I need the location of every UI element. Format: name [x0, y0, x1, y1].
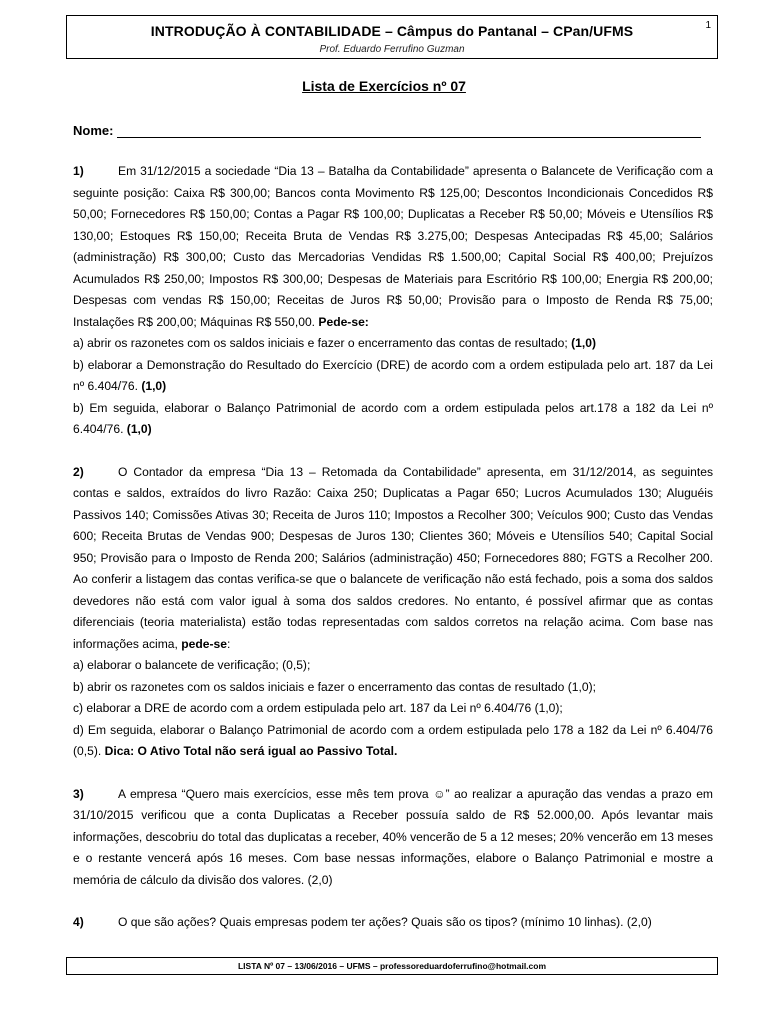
professor-name: Prof. Eduardo Ferrufino Guzman — [319, 44, 465, 55]
header-box — [66, 15, 718, 59]
name-blank-line — [117, 125, 701, 138]
name-label: Nome: — [73, 123, 114, 138]
question-1-item-b: b) elaborar a Demonstração do Resultado do Exercício (DRE) de acordo com a ordem estipulada pelo art. 187 da Lei nº 6.404/76. (1,0) — [73, 357, 713, 393]
question-2-item-a: a) elaborar o balancete de verificação; (0,5); — [73, 658, 311, 672]
name-field — [73, 123, 701, 138]
question-3-number: 3) — [73, 786, 84, 801]
page-number: 1 — [705, 20, 711, 31]
question-1-item-c: b) Em seguida, elaborar o Balanço Patrimonial de acordo com a ordem estipulada pelos art.178 a 182 da Lei nº 6.404/76. (1,0) — [73, 400, 713, 436]
question-1-number: 1) — [73, 164, 84, 178]
question-4: 4) O que são ações? Quais empresas podem ter ações? Quais são os tipos? (mínimo 10 linhas). (2,0) — [73, 912, 713, 934]
course-title: INTRODUÇÃO À CONTABILIDADE – Câmpus do Pantanal – CPan/UFMS — [150, 23, 634, 39]
question-2-number: 2) — [73, 464, 84, 479]
exercise-content — [73, 161, 713, 934]
question-2: 2) O Contador da empresa “Dia 13 – Retomada da Contabilidade” apresenta, em 31/12/2014, as seguintes contas e saldos, extraídos do livro Razão: Caixa 250; Duplicatas a Pagar 650; Lucros Acumulados 130; Aluguéis Passivos 140; Comissões Ativas 30; Receita de Juros 110; Impostos a Recolher 300; Veículos 900; Custo das Vendas 600; Receita Brutas de Vendas 900; Despesas de Juros 130; Clientes 360; Móveis e Utensílios 540; Capital Social 950; Provisão para o Imposto de Renda 200; Salários (administração) 450; Fornecedores 880; FGTS a Recolher 200. Ao conferir a listagem das contas verifica-se que o balancete de verificação não está fechado, pois a soma dos saldos devedores não está com valor igual à soma dos saldos credores. No entanto, é possível afirmar que as contas diferenciais (teoria materialista) estão todas representadas com saldos corretos na relação acima. Com base nas informações acima, pede-se: — [73, 462, 713, 656]
footer: LISTA Nº 07 – 13/06/2016 – UFMS – professoreduardoferrufino@hotmail.com — [66, 957, 718, 975]
question-1: 1) Em 31/12/2015 a sociedade “Dia 13 – Batalha da Contabilidade” apresenta o Balancete de Verificação com a seguinte posição: Caixa R$ 300,00; Bancos conta Movimento R$ 125,00; Descontos Incondicionais Concedidos R$ 50,00; Fornecedores R$ 150,00; Contas a Pagar R$ 100,00; Duplicatas a Receber R$ 50,00; Móveis e Utensílios R$ 130,00; Estoques R$ 150,00; Receita Bruta de Vendas R$ 3.275,00; Despesas Antecipadas R$ 45,00; Salários (administração) R$ 300,00; Custo das Mercadorias Vendidas R$ 1.500,00; Capital Social R$ 400,00; Prejuízos Acumulados R$ 250,00; Impostos R$ 300,00; Despesas de Materiais para Escritório R$ 100,00; Energia R$ 200,00; Despesas com vendas R$ 150,00; Receitas de Juros R$ 50,00; Provisão para o Imposto de Renda R$ 75,00; Instalações R$ 200,00; Máquinas R$ 550,00. Pede-se: — [73, 161, 713, 333]
question-2-item-d: d) Em seguida, elaborar o Balanço Patrimonial de acordo com a ordem estipulada pelo 178 a 182 da Lei nº 6.404/76 (0,5). Dica: O Ativo Total não será igual ao Passivo Total. — [73, 722, 713, 758]
question-1-item-a: a) abrir os razonetes com os saldos iniciais e fazer o encerramento das contas de resultado; (1,0) — [73, 336, 596, 350]
question-4-number: 4) — [73, 915, 84, 929]
question-3: 3) A empresa “Quero mais exercícios, esse mês tem prova ☺” ao realizar a apuração das vendas a prazo em 31/10/2015 verificou que a conta Duplicatas a Receber possuía saldo de R$ 52.000,00. Após levantar mais informações, descobriu do total das duplicatas a receber, 40% vencerão de 5 a 12 meses; 20% vencerão em 13 meses e o restante vencerá após 16 meses. Com base nessas informações, elabore o Balanço Patrimonial e mostre a memória de cálculo da divisão dos valores. (2,0) — [73, 784, 713, 892]
question-2-item-c: c) elaborar a DRE de acordo com a ordem estipulada pelo art. 187 da Lei nº 6.404/76 (1,0); — [73, 701, 563, 715]
list-title: Lista de Exercícios nº 07 — [302, 78, 466, 94]
question-2-item-b: b) abrir os razonetes com os saldos iniciais e fazer o encerramento das contas de resultado (1,0); — [73, 679, 596, 694]
